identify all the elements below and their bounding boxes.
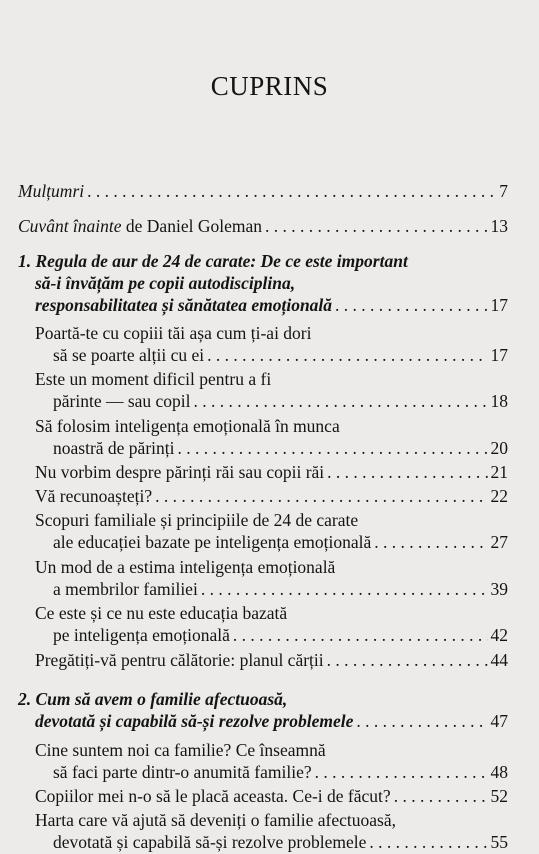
toc-section-line-1: Poartă-te cu copiii tăi așa cum ți-ai dori [35,323,312,343]
dot-leader [315,760,488,784]
toc-page-number: 42 [490,625,508,645]
toc-page-number: 55 [490,832,508,852]
toc-section-line-2: să se poarte alții cu ei . . . 17 [53,343,508,367]
toc-page-number: 18 [490,391,508,411]
toc-entry-text: Mulțumri [18,181,85,201]
toc-page-number: 21 [490,462,508,482]
chapter-1-title-line-3: responsabilitatea și sănătatea emoțională . . . 17 [35,293,508,317]
toc-page-number: 20 [490,438,508,458]
dot-leader [201,577,488,601]
toc-page-number: 17 [490,295,508,315]
dot-leader [369,830,487,854]
toc-entry-text: Cuvânt înainte de Daniel Goleman [18,216,262,236]
dot-leader [265,214,488,238]
chapter-2-title-line-1: 2. Cum să avem o familie afectuoasă, [18,689,288,709]
dot-leader [394,784,488,808]
toc-section-line-2: a membrilor familiei . . . 39 [53,577,508,601]
dot-leader [87,179,496,203]
toc-section-line-1: Harta care vă ajută să deveniți o familie afectuoasă, [35,810,396,830]
toc-section-line-1: Pregătiți-vă pentru călătorie: planul cărții . . . 44 [35,648,508,672]
toc-page-number: 47 [490,711,508,731]
toc-entry-multumiri [18,179,508,203]
toc-section-line-2: să faci parte dintr-o anumită familie? . . . 48 [53,760,508,784]
dot-leader [356,709,487,733]
dot-leader [207,343,487,367]
toc-section-line-1: Este un moment dificil pentru a fi [35,369,272,389]
dot-leader [155,484,487,508]
toc-page-number: 22 [490,486,508,506]
dot-leader [335,293,487,317]
dot-leader [374,530,487,554]
toc-section-line-2: ale educației bazate pe inteligența emoțională . . . 27 [53,530,508,554]
dot-leader [177,436,487,460]
toc-section-line-1: Un mod de a estima inteligența emoțională [35,557,336,577]
toc-page-number: 52 [490,786,508,806]
toc-page-number: 39 [490,579,508,599]
chapter-1-title-line-2: să-i învățăm pe copii autodisciplina, [35,273,296,293]
dot-leader [327,460,487,484]
toc-section-line-2: devotată și capabilă să-și rezolve problemele . . . 55 [53,830,508,854]
toc-section-line-1: Să folosim inteligența emoțională în munca [35,416,340,436]
toc-page-number: 13 [490,216,508,236]
toc-page-number: 7 [499,181,508,201]
toc-section-line-1: Nu vorbim despre părinți răi sau copii răi . . . 21 [35,460,508,484]
toc-page-number: 44 [490,650,508,670]
toc-page-number: 48 [490,762,508,782]
toc-section-line-1: Copiilor mei n-o să le placă aceasta. Ce-i de făcut? . . . 52 [35,784,508,808]
toc-section-line-1: Scopuri familiale și principiile de 24 de carate [35,510,359,530]
chapter-2-title-line-2: devotată și capabilă să-și rezolve problemele . . . 47 [35,709,508,733]
dot-leader [194,389,488,413]
chapter-1-title-line-1: 1. Regula de aur de 24 de carate: De ce este important [18,251,408,271]
page-title: CUPRINS [210,71,329,101]
dot-leader [233,623,488,647]
toc-section-line-2: părinte — sau copil . . . 18 [53,389,508,413]
toc-section-line-2: noastră de părinți . . . 20 [53,436,508,460]
toc-section-line-2: pe inteligența emoțională . . . 42 [53,623,508,647]
toc-section-line-1: Vă recunoașteți? . . . 22 [35,484,508,508]
toc-entry-cuvant-inainte [18,214,508,238]
toc-page-number: 17 [490,345,508,365]
dot-leader [327,648,488,672]
toc-section-line-1: Ce este și ce nu este educația bazată [35,603,288,623]
toc-section-line-1: Cine suntem noi ca familie? Ce înseamnă [35,740,326,760]
toc-page-number: 27 [490,532,508,552]
